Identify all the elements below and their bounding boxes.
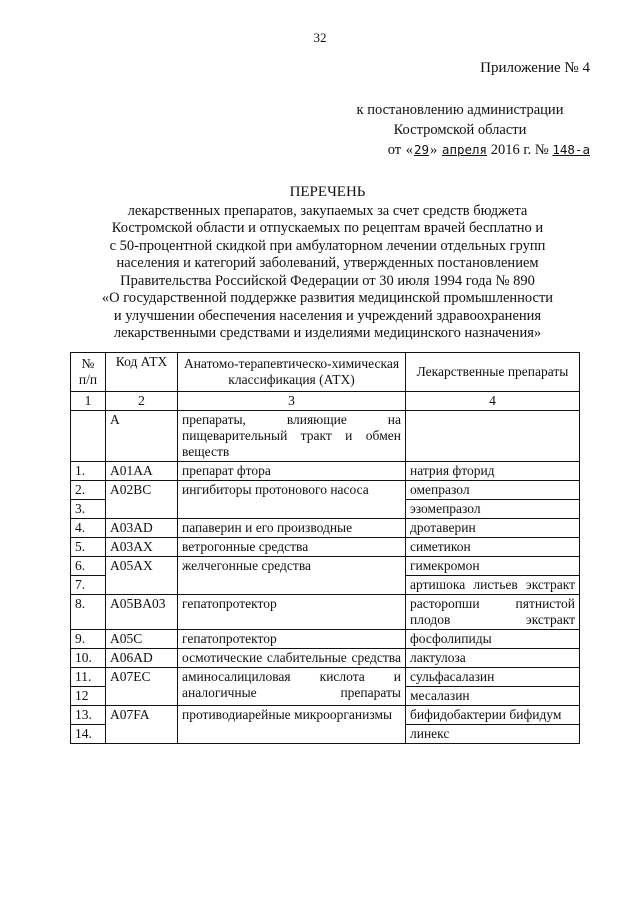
row-classification: ингибиторы протонового насоса [178,481,406,519]
row-classification: гепатопротектор [178,630,406,649]
appendix-line-1: к постановлению администрации [356,102,564,118]
row-code: A06AD [106,649,178,668]
row-classification: противодиарейные микроорганизмы [178,706,406,744]
document-heading [70,184,585,343]
row-code: A02BC [106,481,178,519]
table-row-group-a [71,411,580,462]
row-classification: папаверин и его производные [178,519,406,538]
row-drug: дротаверин [406,519,580,538]
row-num: 5. [71,538,106,557]
heading-line: с 50-процентной скидкой при амбулаторном лечении отдельных групп [109,237,546,254]
index-cell: 3 [178,392,406,411]
row-classification: препарат фтора [178,462,406,481]
row-drug: месалазин [406,687,580,706]
row-num: 8. [71,595,106,630]
row-classification: аминосалициловая кислота и аналогичные препараты [178,668,406,706]
table-row [71,706,580,725]
date-open-quote: « [405,142,413,158]
row-drug: артишока листьев экстракт [406,576,580,595]
table-row [71,557,580,576]
row-num: 10. [71,649,106,668]
row-drug: эзомепразол [406,500,580,519]
table-index-row [71,392,580,411]
index-cell: 1 [71,392,106,411]
row-drug: гимекромон [406,557,580,576]
page-number: 32 [313,30,327,45]
row-drug: бифидобактерии бифидум [406,706,580,725]
row-code: A07FA [106,706,178,744]
row-num: 3. [71,500,106,519]
table-row [71,481,580,500]
row-drug: линекс [406,725,580,744]
heading-line: «О государственной поддержке развития медицинской промышленности [101,290,554,306]
row-num [71,411,106,462]
row-code: A03AD [106,519,178,538]
row-num: 14. [71,725,106,744]
decree-month: апреля [441,142,488,157]
row-drug: симетикон [406,538,580,557]
header-num: № п/п [71,353,106,392]
row-drug: расторопши пятнистой плодов экстракт [406,595,580,630]
row-drug: натрия фторид [406,462,580,481]
row-drug: фосфолипиды [406,630,580,649]
row-classification: ветрогонные средства [178,538,406,557]
row-classification: гепатопротектор [178,595,406,630]
drug-list-table [70,352,580,744]
row-classification: осмотические слабительные средства [178,649,406,668]
table-row [71,630,580,649]
row-num: 12 [71,687,106,706]
table-row [71,462,580,481]
row-num: 6. [71,557,106,576]
heading-line: населения и категорий заболеваний, утвержденных постановлением [116,255,539,271]
header-atc-code: Код АТХ [106,353,178,392]
row-code: A05C [106,630,178,649]
row-classification: желчегонные средства [178,557,406,595]
row-drug: омепразол [406,481,580,500]
decree-year: 2016 г. № [490,142,549,158]
row-drug: лактулоза [406,649,580,668]
row-code: A03AX [106,538,178,557]
row-code: A07EC [106,668,178,706]
table-row [71,668,580,687]
heading-line: Правительства Российской Федерации от 30 июля 1994 года № 890 [120,272,535,289]
decree-number: 148-а [552,142,590,157]
table-header-row [71,353,580,392]
date-close-quote: » [430,142,438,158]
table-row [71,649,580,668]
header-classification: Анатомо-терапевтическо-химическая классификация (АТХ) [178,353,406,392]
row-num: 9. [71,630,106,649]
row-code: A01AA [106,462,178,481]
row-code: A05AX [106,557,178,595]
appendix-block [330,58,590,160]
heading-line: лекарственных препаратов, закупаемых за счет средств бюджета [127,202,528,219]
row-classification: препараты, влияющие на пищеварительный тракт и обмен веществ [178,411,406,462]
row-num: 2. [71,481,106,500]
row-num: 4. [71,519,106,538]
decree-date-line [330,140,590,160]
row-code: A05BA03 [106,595,178,630]
heading-line: и улучшении обеспечения населения и учреждений здравоохранения [113,307,542,324]
appendix-title: Приложение № 4 [480,60,590,76]
row-num: 7. [71,576,106,595]
heading-line: Костромской области и отпускаемых по рецептам врачей бесплатно и [111,220,544,236]
row-code: А [106,411,178,462]
row-num: 11. [71,668,106,687]
table-row [71,595,580,630]
row-drug [406,411,580,462]
row-num: 13. [71,706,106,725]
decree-day: 29 [413,142,430,157]
date-prefix: от [387,142,402,158]
header-drugs: Лекарственные препараты [406,353,580,392]
index-cell: 2 [106,392,178,411]
heading-title: ПЕРЕЧЕНЬ [289,184,366,200]
table-row [71,519,580,538]
row-num: 1. [71,462,106,481]
heading-line: лекарственными средствами и изделиями медицинского назначения» [113,325,542,341]
appendix-line-2: Костромской области [393,122,527,138]
row-drug: сульфасалазин [406,668,580,687]
table-row [71,538,580,557]
index-cell: 4 [406,392,580,411]
